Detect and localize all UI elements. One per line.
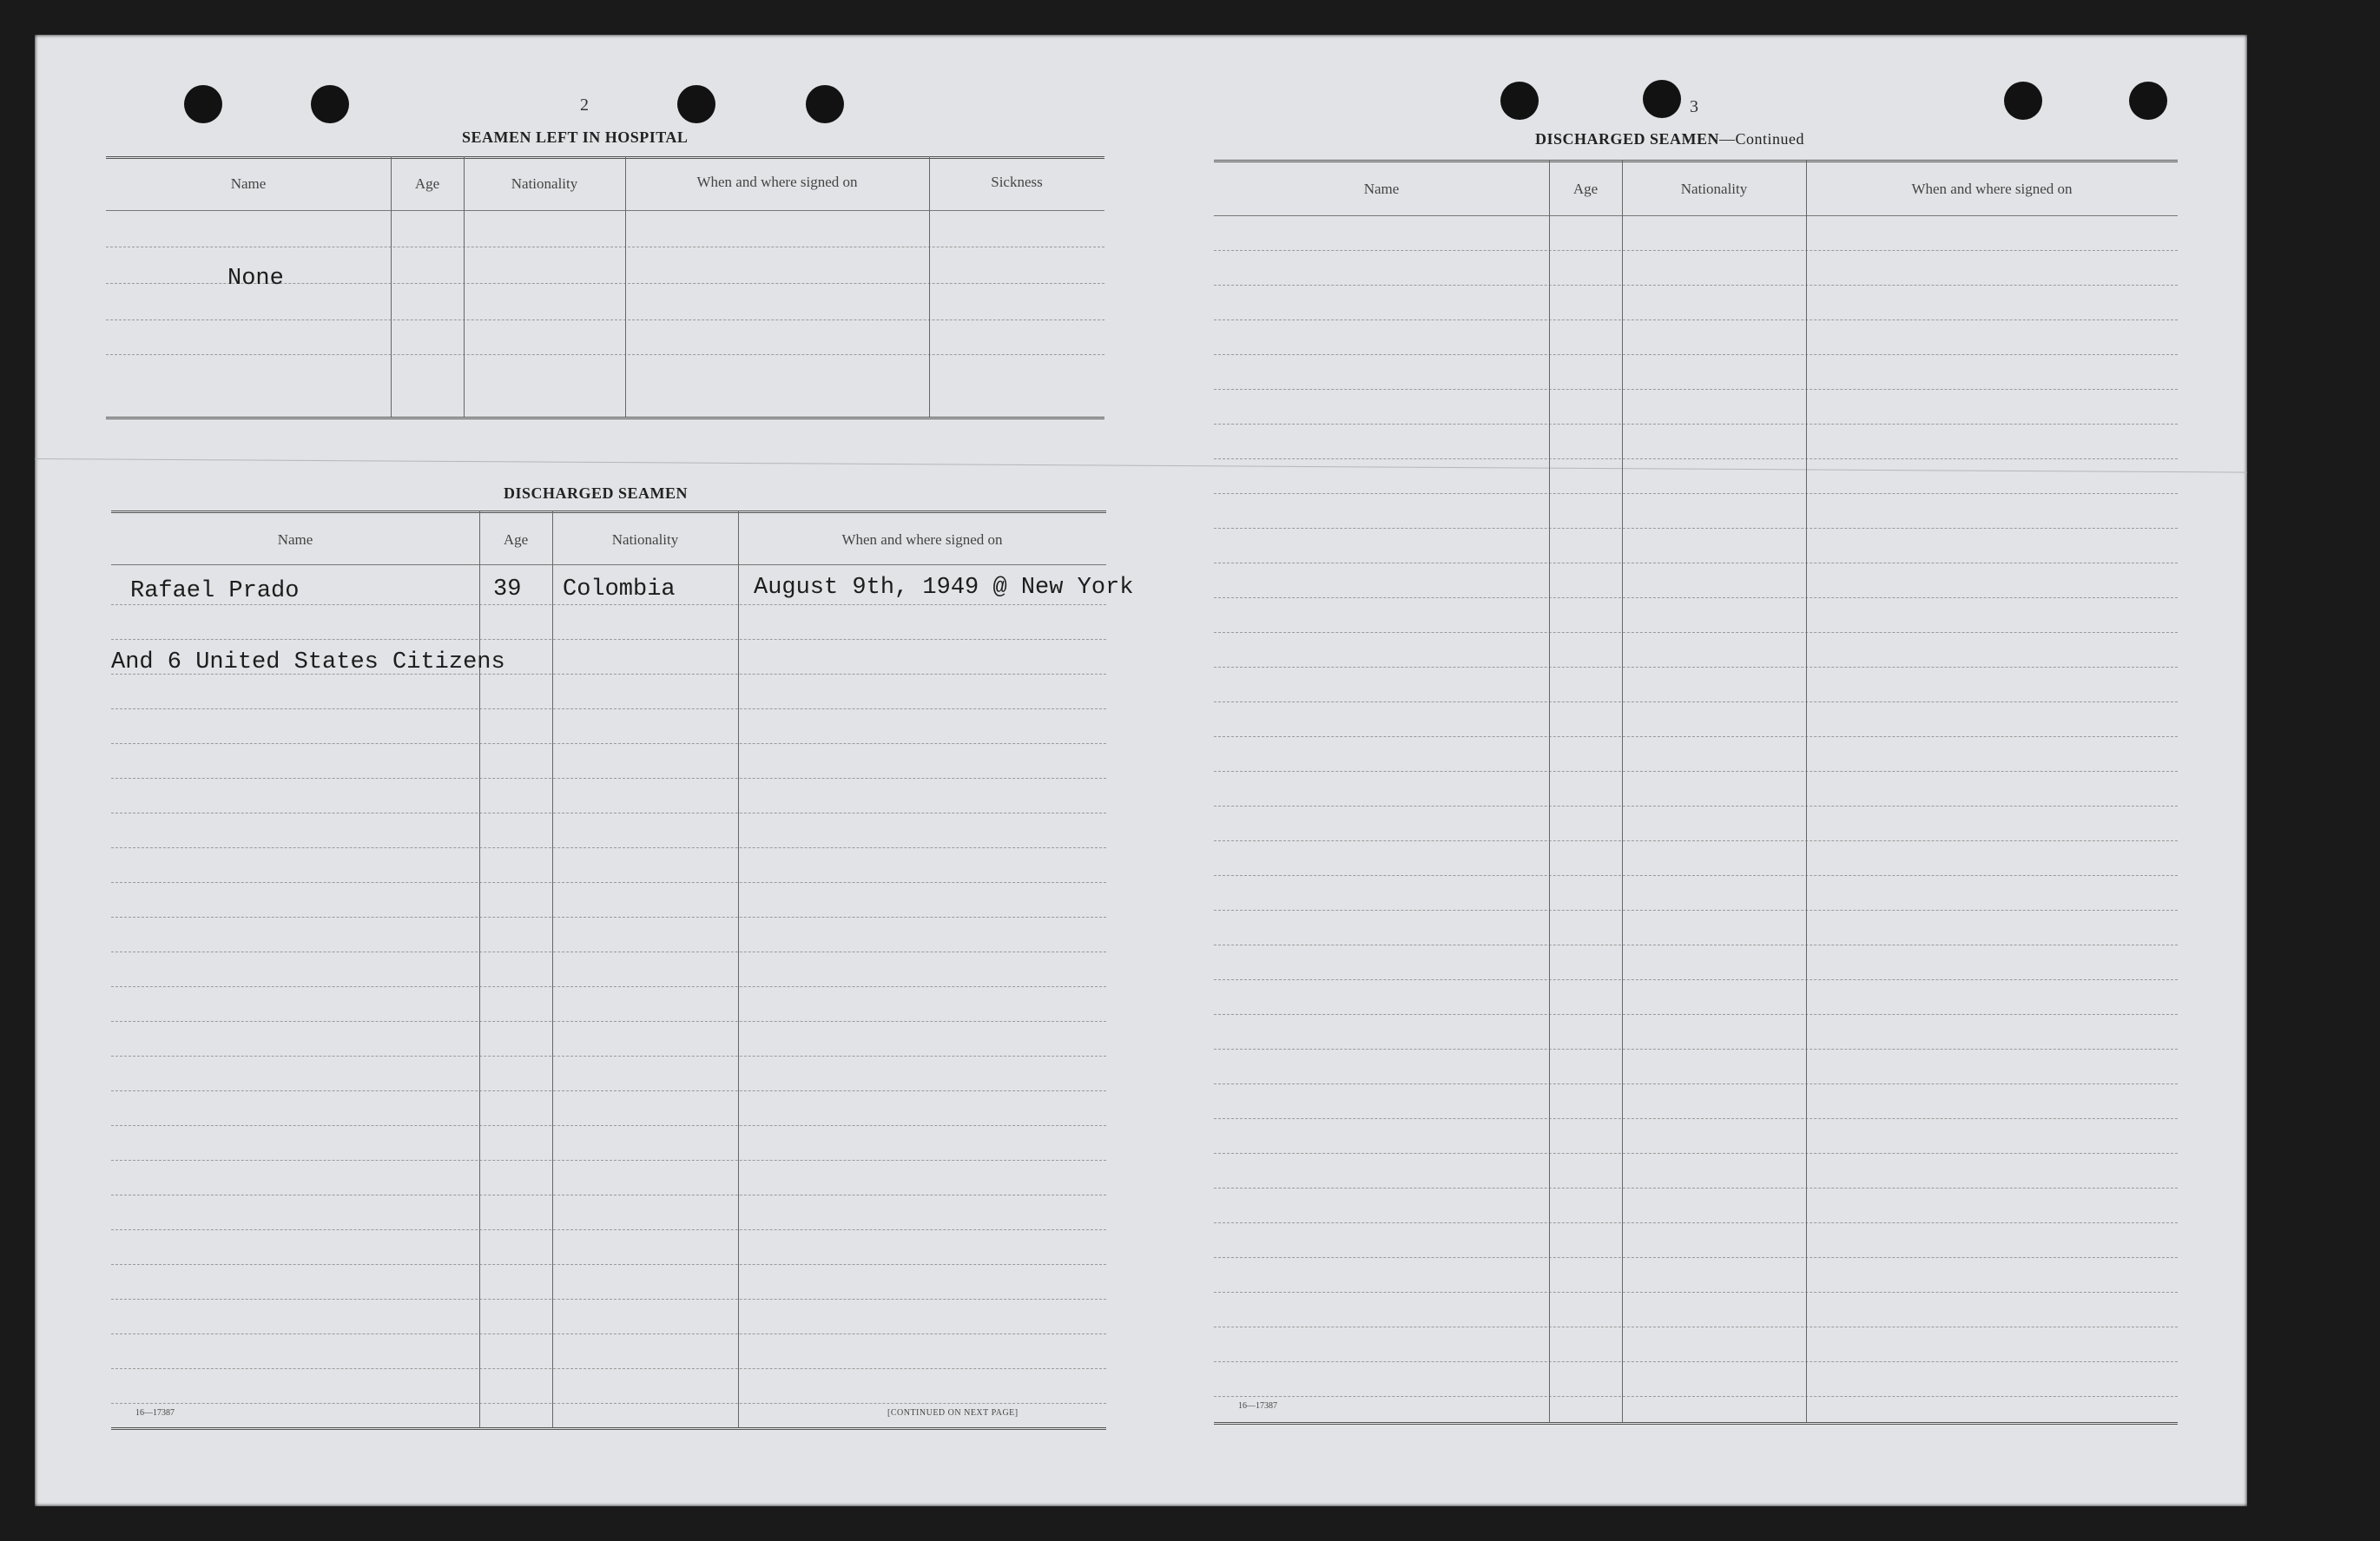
row-rule xyxy=(1214,528,2178,529)
row-rule xyxy=(111,1090,1106,1091)
title-main: DISCHARGED SEAMEN xyxy=(1535,130,1720,148)
column-divider xyxy=(929,156,930,417)
row-rule xyxy=(111,1368,1106,1369)
row-rule xyxy=(111,847,1106,848)
row-rule xyxy=(1214,1292,2178,1293)
header-age: Age xyxy=(503,531,529,548)
table-top-rule xyxy=(1214,160,2178,162)
row-rule xyxy=(1214,493,2178,494)
table-top-rule xyxy=(106,156,1104,159)
row-rule xyxy=(1214,736,2178,737)
column-divider xyxy=(1549,160,1550,1422)
row-rule xyxy=(111,1160,1106,1161)
row-rule xyxy=(1214,354,2178,355)
table-bottom-rule xyxy=(111,1427,1106,1430)
punch-hole xyxy=(677,85,715,123)
column-divider xyxy=(552,510,553,1427)
table-top-rule xyxy=(111,510,1106,513)
discharged-table-left xyxy=(111,510,1134,1439)
column-divider xyxy=(391,156,392,417)
discharged-table-right xyxy=(1214,160,2178,1436)
row-rule xyxy=(1214,319,2178,320)
row-rule xyxy=(111,917,1106,918)
row-rule xyxy=(106,319,1104,320)
row-rule xyxy=(1214,1257,2178,1258)
header-rule xyxy=(111,564,1106,565)
row-rule xyxy=(111,1299,1106,1300)
seaman-signed-on: August 9th, 1949 @ New York xyxy=(754,575,1134,601)
header-name: Name xyxy=(230,175,267,192)
page-number: 3 xyxy=(1690,97,1698,116)
punch-hole xyxy=(184,85,222,123)
row-rule xyxy=(106,354,1104,355)
punch-hole xyxy=(1643,80,1681,118)
section-title-discharged-continued xyxy=(1535,130,1804,148)
row-rule xyxy=(1214,632,2178,633)
column-divider xyxy=(1806,160,1807,1422)
row-rule xyxy=(1214,1222,2178,1223)
row-rule xyxy=(111,604,1106,605)
row-rule xyxy=(1214,667,2178,668)
row-rule xyxy=(1214,1396,2178,1397)
page-number: 2 xyxy=(580,95,589,115)
continued-note: [CONTINUED ON NEXT PAGE] xyxy=(887,1408,1019,1418)
header-age: Age xyxy=(1572,181,1599,197)
row-rule xyxy=(111,986,1106,987)
row-rule xyxy=(1214,1153,2178,1154)
header-name: Name xyxy=(277,531,313,548)
row-rule xyxy=(1214,458,2178,459)
row-rule xyxy=(111,1021,1106,1022)
header-signed-on: When and where signed on xyxy=(841,531,1003,548)
citizens-note: And 6 United States Citizens xyxy=(111,649,505,675)
row-rule xyxy=(1214,597,2178,598)
section-title-discharged: DISCHARGED SEAMEN xyxy=(504,484,689,502)
table-bottom-rule xyxy=(106,417,1104,419)
header-age: Age xyxy=(414,175,440,192)
form-number: 16—17387 xyxy=(135,1408,175,1418)
header-signed-on: When and where signed on xyxy=(696,174,858,190)
row-rule xyxy=(1214,771,2178,772)
seaman-name: Rafael Prado xyxy=(130,578,300,604)
header-nationality: Nationality xyxy=(611,531,679,548)
row-rule xyxy=(1214,250,2178,251)
form-number: 16—17387 xyxy=(1238,1401,1277,1411)
table-bottom-rule xyxy=(1214,1422,2178,1425)
hospital-table xyxy=(106,156,1104,434)
header-nationality: Nationality xyxy=(511,175,578,192)
header-rule xyxy=(106,210,1104,211)
punch-hole xyxy=(2129,82,2167,120)
header-rule xyxy=(1214,215,2178,216)
hospital-entry-name: None xyxy=(227,266,284,292)
row-rule xyxy=(111,1264,1106,1265)
row-rule xyxy=(111,1403,1106,1404)
row-rule xyxy=(1214,1083,2178,1084)
row-rule xyxy=(111,1056,1106,1057)
column-divider xyxy=(479,510,480,1427)
header-name: Name xyxy=(1363,181,1400,197)
punch-hole xyxy=(806,85,844,123)
seaman-age: 39 xyxy=(493,576,522,603)
row-rule xyxy=(1214,840,2178,841)
seaman-nationality: Colombia xyxy=(563,576,676,603)
row-rule xyxy=(111,1229,1106,1230)
row-rule xyxy=(1214,910,2178,911)
column-divider xyxy=(625,156,626,417)
punch-hole xyxy=(311,85,349,123)
punch-hole xyxy=(1500,82,1539,120)
row-rule xyxy=(111,882,1106,883)
row-rule xyxy=(1214,389,2178,390)
row-rule xyxy=(1214,424,2178,425)
header-nationality: Nationality xyxy=(1680,181,1748,197)
document-sheet xyxy=(35,35,2247,1506)
row-rule xyxy=(1214,285,2178,286)
section-title-hospital: SEAMEN LEFT IN HOSPITAL xyxy=(462,128,689,146)
row-rule xyxy=(1214,806,2178,807)
punch-hole xyxy=(2004,82,2042,120)
column-divider xyxy=(738,510,739,1427)
header-sickness: Sickness xyxy=(991,174,1043,190)
column-divider xyxy=(464,156,465,417)
row-rule xyxy=(1214,1361,2178,1362)
row-rule xyxy=(111,639,1106,640)
row-rule xyxy=(111,1125,1106,1126)
column-divider xyxy=(1622,160,1623,1422)
title-continued: —Continued xyxy=(1719,130,1805,148)
row-rule xyxy=(111,708,1106,709)
row-rule xyxy=(111,743,1106,744)
header-signed-on: When and where signed on xyxy=(1911,181,2073,197)
row-rule xyxy=(1214,1188,2178,1189)
row-rule xyxy=(1214,979,2178,980)
row-rule xyxy=(111,778,1106,779)
row-rule xyxy=(1214,701,2178,702)
row-rule xyxy=(1214,1049,2178,1050)
row-rule xyxy=(1214,1118,2178,1119)
row-rule xyxy=(1214,1014,2178,1015)
row-rule xyxy=(1214,875,2178,876)
